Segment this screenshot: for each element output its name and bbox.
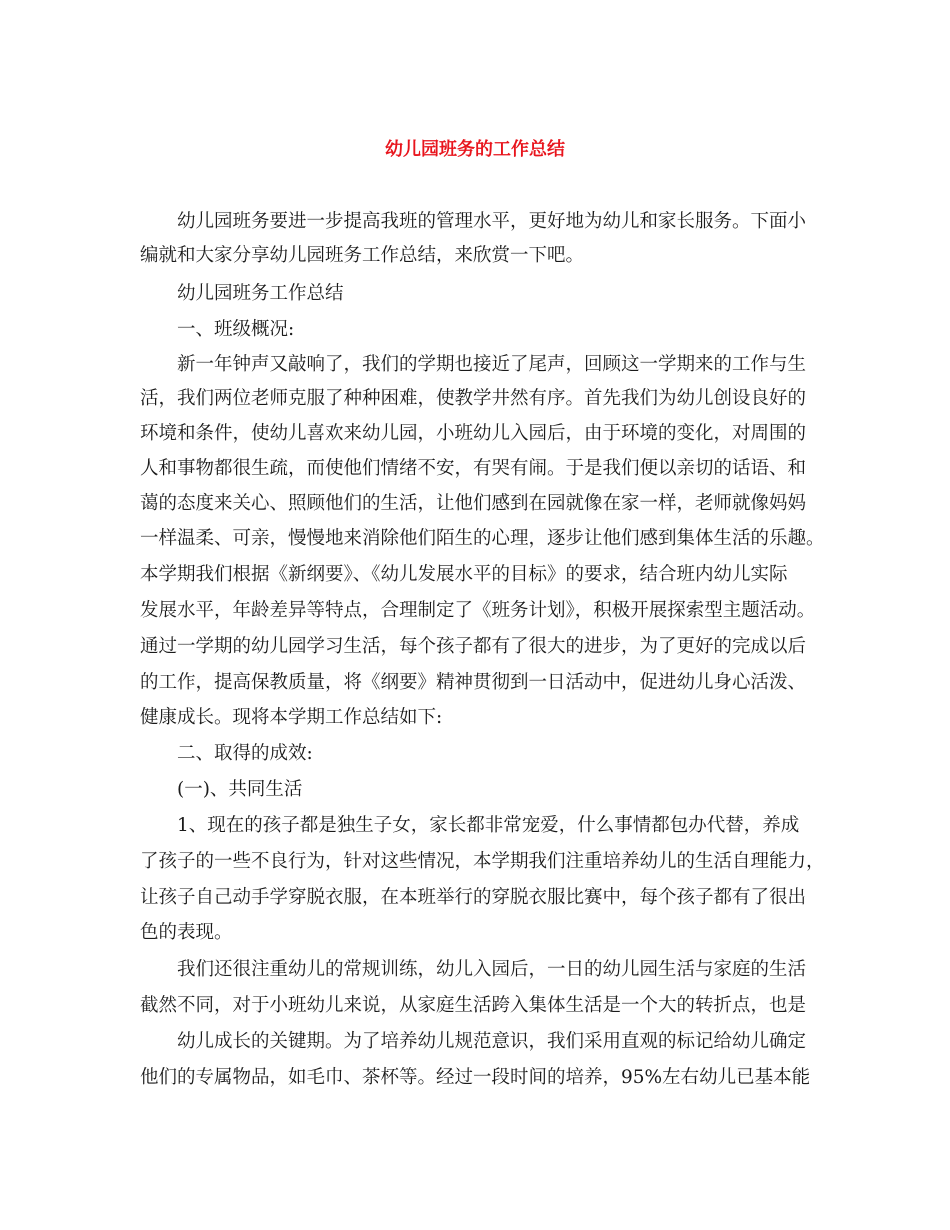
paragraph-line: 通过一学期的幼儿园学习生活，每个孩子都有了很大的进步，为了更好的完成以后: [140, 636, 807, 657]
paragraph-line: 蔼的态度来关心、照顾他们的生活，让他们感到在园就像在家一样，老师就像妈妈: [140, 493, 807, 514]
paragraph-line: 新一年钟声又敲响了，我们的学期也接近了尾声，回顾这一学期来的工作与生: [177, 354, 807, 375]
paragraph-line: 本学期我们根据《新纲要》、《幼儿发展水平的目标》的要求，结合班内幼儿实际: [140, 564, 788, 585]
paragraph-line: 我们还很注重幼儿的常规训练，幼儿入园后，一日的幼儿园生活与家庭的生活: [177, 959, 807, 980]
paragraph-line: 发展水平，年龄差异等特点，合理制定了《班务计划》，积极开展探索型主题活动。: [140, 600, 816, 621]
paragraph-line: 人和事物都很生疏，而使他们情绪不安，有哭有闹。于是我们便以亲切的话语、和: [140, 458, 807, 479]
paragraph-line: 截然不同，对于小班幼儿来说，从家庭生活跨入集体生活是一个大的转折点，也是: [140, 995, 807, 1016]
section-heading: 一、班级概况:: [177, 319, 295, 340]
section-heading: 幼儿园班务工作总结: [177, 283, 344, 304]
paragraph-line: 幼儿园班务要进一步提高我班的管理水平，更好地为幼儿和家长服务。下面小: [177, 211, 807, 232]
paragraph-line: 一样温柔、可亲，慢慢地来消除他们陌生的心理，逐步让他们感到集体生活的乐趣。: [140, 528, 825, 549]
paragraph-line: 幼儿成长的关键期。为了培养幼儿规范意识，我们采用直观的标记给幼儿确定: [177, 1031, 807, 1052]
paragraph-line: 编就和大家分享幼儿园班务工作总结，来欣赏一下吧。: [140, 245, 585, 266]
paragraph-line: 1、现在的孩子都是独生子女，家长都非常宠爱，什么事情都包办代替，养成: [177, 815, 800, 836]
document-title: 幼儿园班务的工作总结: [385, 139, 565, 160]
paragraph-line: 色的表现。: [140, 922, 233, 943]
paragraph-line: 环境和条件，使幼儿喜欢来幼儿园，小班幼儿入园后，由于环境的变化，对周围的: [140, 423, 807, 444]
paragraph-line: 健康成长。现将本学期工作总结如下:: [140, 707, 443, 728]
paragraph-line: 了孩子的一些不良行为，针对这些情况，本学期我们注重培养幼儿的生活自理能力，: [140, 851, 825, 872]
paragraph-line: 活，我们两位老师克服了种种困难，使教学井然有序。首先我们为幼儿创设良好的: [140, 388, 807, 409]
section-heading: 二、取得的成效:: [177, 743, 313, 764]
paragraph-line: 的工作，提高保教质量，将《纲要》精神贯彻到一日活动中，促进幼儿身心活泼、: [140, 672, 807, 693]
paragraph-line: 让孩子自己动手学穿脱衣服，在本班举行的穿脱衣服比赛中，每个孩子都有了很出: [140, 887, 807, 908]
paragraph-line: 他们的专属物品，如毛巾、茶杯等。经过一段时间的培养，95%左右幼儿已基本能: [140, 1067, 811, 1088]
section-heading: (一)、共同生活: [177, 779, 303, 800]
